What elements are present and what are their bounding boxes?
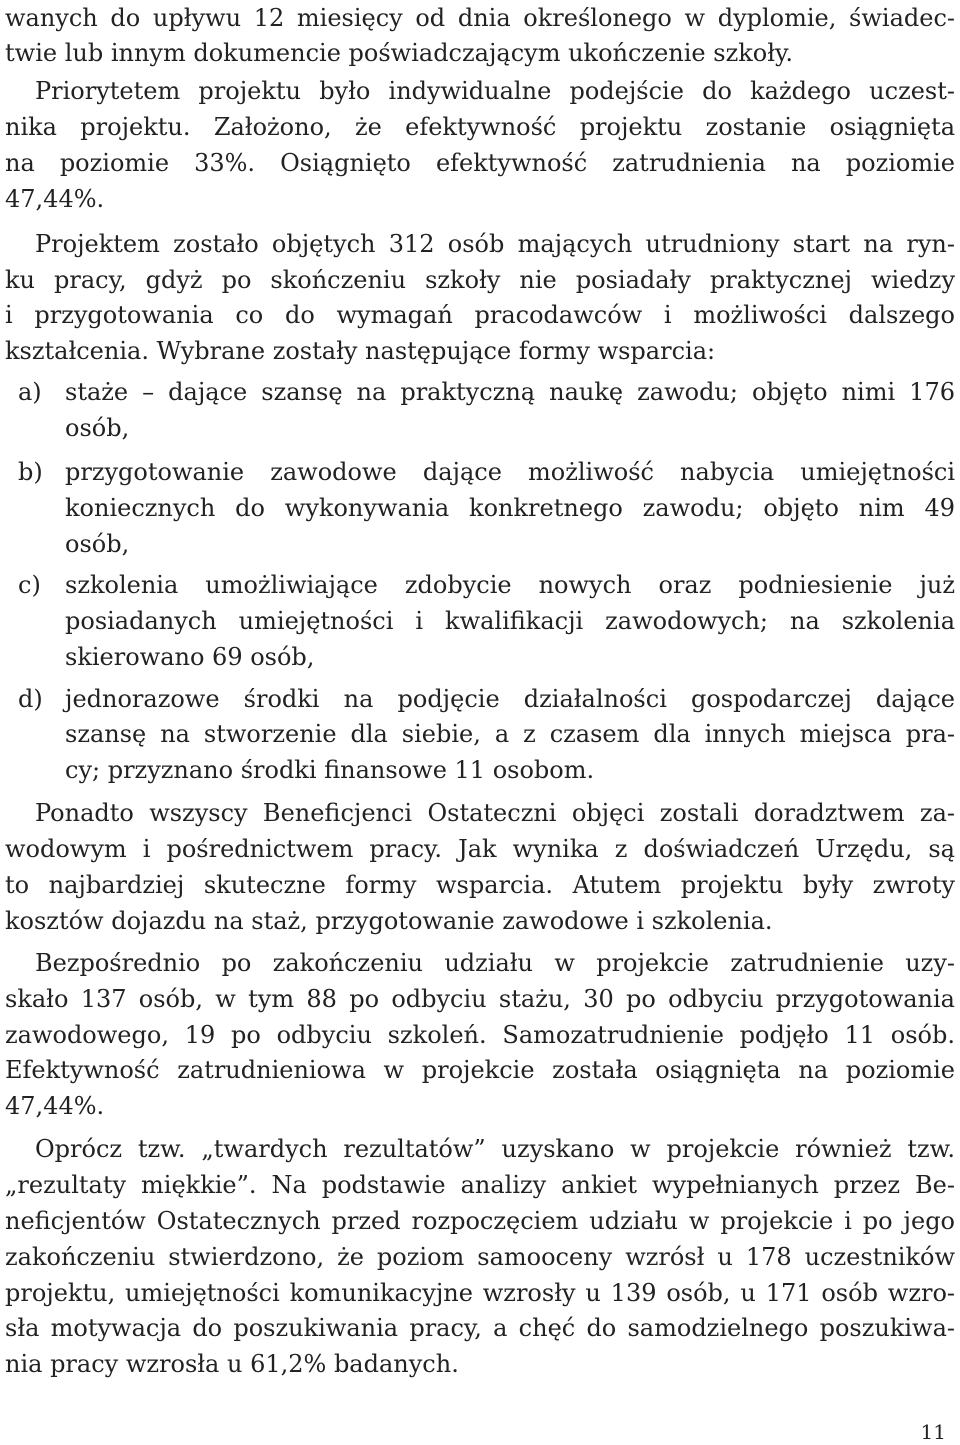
- list-item-line: jednorazowe środki na podjęcie działalności gospodarczej dające: [65, 685, 955, 713]
- paragraph-line: wanych do upływu 12 miesięcy od dnia określonego w dyplomie, świadec-: [5, 4, 955, 32]
- paragraph-line: Projektem zostało objętych 312 osób mających utrudniony start na ryn-: [35, 230, 955, 258]
- paragraph-line: twie lub innym dokumencie poświadczającym ukończenie szkoły.: [5, 39, 793, 67]
- list-item-line: posiadanych umiejętności i kwalifikacji zawodowych; na szkolenia: [65, 607, 955, 635]
- paragraph-line: sła motywacja do poszukiwania pracy, a chęć do samodzielnego poszukiwa-: [5, 1314, 955, 1342]
- list-item-marker: b): [18, 458, 43, 486]
- list-item-line: skierowano 69 osób,: [65, 643, 315, 671]
- paragraph-line: Priorytetem projektu było indywidualne podejście do każdego uczest-: [35, 77, 955, 105]
- list-item-line: staże – dające szansę na praktyczną naukę zawodu; objęto nimi 176: [65, 378, 955, 406]
- paragraph-line: skało 137 osób, w tym 88 po odbyciu stażu, 30 po odbyciu przygotowania: [5, 985, 955, 1013]
- paragraph-line: nika projektu. Założono, że efektywność projektu zostanie osiągnięta: [5, 113, 955, 141]
- paragraph-line: wodowym i pośrednictwem pracy. Jak wynika z doświadczeń Urzędu, są: [5, 835, 955, 863]
- list-item-line: osób,: [65, 414, 130, 442]
- list-item-line: cy; przyznano środki finansowe 11 osobom.: [65, 756, 595, 784]
- paragraph-line: „rezultaty miękkie”. Na podstawie analizy ankiet wypełnianych przez Be-: [5, 1171, 955, 1199]
- paragraph-line: kosztów dojazdu na staż, przygotowanie zawodowe i szkolenia.: [5, 907, 773, 935]
- paragraph-line: projektu, umiejętności komunikacyjne wzrosły u 139 osób, u 171 osób wzro-: [5, 1279, 955, 1307]
- paragraph-line: to najbardziej skuteczne formy wsparcia. Atutem projektu były zwroty: [5, 871, 955, 899]
- list-item-line: szkolenia umożliwiające zdobycie nowych oraz podniesienie już: [65, 571, 955, 599]
- list-item-marker: a): [18, 378, 42, 406]
- paragraph-line: 47,44%.: [5, 185, 105, 213]
- paragraph-line: neficjentów Ostatecznych przed rozpoczęciem udziału w projekcie i po jego: [5, 1207, 955, 1235]
- paragraph-line: kształcenia. Wybrane zostały następujące formy wsparcia:: [5, 337, 716, 365]
- paragraph-line: i przygotowania co do wymagań pracodawców i możliwości dalszego: [5, 301, 955, 329]
- paragraph-line: Bezpośrednio po zakończeniu udziału w projekcie zatrudnienie uzy-: [35, 949, 955, 977]
- paragraph-line: Efektywność zatrudnieniowa w projekcie została osiągnięta na poziomie: [5, 1056, 955, 1084]
- paragraph-line: na poziomie 33%. Osiągnięto efektywność zatrudnienia na poziomie: [5, 149, 955, 177]
- list-item-marker: d): [18, 685, 43, 713]
- paragraph-line: 47,44%.: [5, 1092, 105, 1120]
- paragraph-line: zakończeniu stwierdzono, że poziom samooceny wzrósł u 178 uczestników: [5, 1243, 955, 1271]
- list-item-marker: c): [18, 571, 41, 599]
- paragraph-line: Oprócz tzw. „twardych rezultatów” uzyskano w projekcie również tzw.: [35, 1135, 955, 1163]
- paragraph-line: ku pracy, gdyż po skończeniu szkoły nie posiadały praktycznej wiedzy: [5, 266, 955, 294]
- list-item-line: osób,: [65, 530, 130, 558]
- paragraph-line: Ponadto wszyscy Beneficjenci Ostateczni objęci zostali doradztwem za-: [35, 799, 955, 827]
- paragraph-line: nia pracy wzrosła u 61,2% badanych.: [5, 1350, 459, 1378]
- list-item-line: koniecznych do wykonywania konkretnego zawodu; objęto nim 49: [65, 494, 955, 522]
- page-number: 11: [920, 1420, 946, 1444]
- list-item-line: szansę na stworzenie dla siebie, a z czasem dla innych miejsca pra-: [65, 720, 955, 748]
- paragraph-line: zawodowego, 19 po odbyciu szkoleń. Samozatrudnienie podjęło 11 osób.: [5, 1021, 955, 1049]
- list-item-line: przygotowanie zawodowe dające możliwość nabycia umiejętności: [65, 458, 955, 486]
